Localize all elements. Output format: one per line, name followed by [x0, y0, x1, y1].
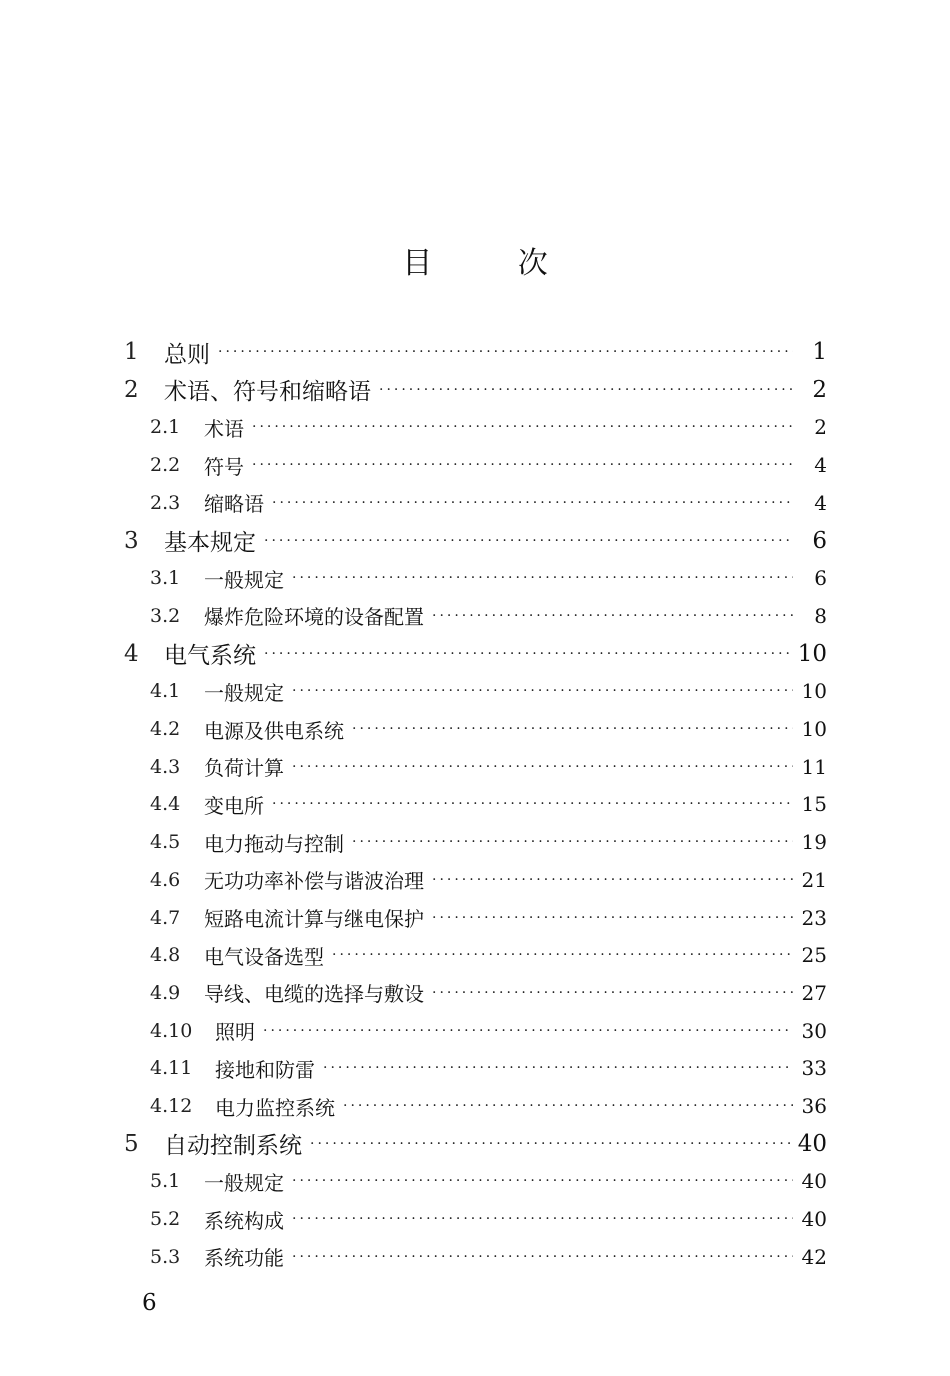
toc-entry-page: 40 — [801, 1207, 827, 1232]
toc-entry-number: 2.1 — [150, 416, 181, 439]
toc-entry-number: 4.1 — [150, 680, 181, 703]
toc-entry-label: 电气系统 — [164, 643, 256, 670]
toc-entry — [150, 936, 827, 974]
toc-entry — [150, 861, 827, 899]
toc-entry-label: 电气设备选型 — [204, 944, 324, 969]
toc-entry-label: 照明 — [215, 1020, 255, 1045]
toc-entry-page: 8 — [814, 603, 827, 628]
toc-entry — [150, 408, 827, 446]
toc-entry — [150, 1087, 827, 1125]
toc-entry-page: 4 — [814, 490, 827, 515]
toc-entry-number: 2.2 — [150, 454, 181, 477]
toc-leader-dots — [292, 1173, 793, 1189]
toc-entry-number: 5 — [124, 1130, 139, 1157]
toc-entry-page: 11 — [801, 754, 827, 779]
toc-entry-number: 4.8 — [150, 944, 181, 967]
toc-entry-number: 3.1 — [150, 567, 181, 590]
toc-leader-dots — [272, 796, 793, 812]
toc-leader-dots — [343, 1098, 793, 1114]
toc-entry — [150, 672, 827, 710]
toc-leader-dots — [332, 947, 793, 963]
toc-entry-page: 23 — [801, 905, 827, 930]
toc-entry — [150, 710, 827, 748]
toc-entry-label: 一般规定 — [204, 1170, 284, 1195]
toc-entry-number: 4.11 — [150, 1057, 193, 1080]
toc-entry-number: 5.2 — [150, 1208, 181, 1231]
toc-entry — [150, 899, 827, 937]
toc-entry-label: 电源及供电系统 — [204, 718, 344, 743]
toc-leader-dots — [310, 1136, 790, 1152]
toc-leader-dots — [264, 646, 790, 662]
toc-entry-page: 30 — [801, 1018, 827, 1043]
toc-leader-dots — [292, 683, 793, 699]
toc-entry-page: 6 — [814, 566, 827, 591]
toc-entry — [150, 748, 827, 786]
toc-entry — [150, 1200, 827, 1238]
toc-entry-label: 导线、电缆的选择与敷设 — [204, 982, 424, 1007]
toc-entry — [150, 559, 827, 597]
toc-leader-dots — [252, 419, 793, 435]
toc-entry-label: 电力拖动与控制 — [204, 831, 344, 856]
toc-leader-dots — [432, 872, 793, 888]
toc-leader-dots — [432, 910, 793, 926]
toc-entry — [124, 522, 827, 560]
toc-entry-page: 36 — [801, 1094, 827, 1118]
toc-entry — [150, 974, 827, 1012]
toc-entry-number: 4.7 — [150, 906, 181, 929]
toc-entry — [150, 1162, 827, 1200]
toc-leader-dots — [379, 382, 793, 398]
toc-leader-dots — [292, 570, 793, 586]
toc-entry — [124, 1125, 827, 1163]
toc-entry-page: 40 — [801, 1169, 827, 1194]
toc-entry-label: 术语、符号和缩略语 — [164, 379, 371, 406]
toc-entry-page: 2 — [812, 376, 827, 403]
toc-entry-number: 3 — [124, 527, 139, 554]
toc-entry-label: 总则 — [164, 341, 210, 368]
page-number: 6 — [142, 1290, 157, 1316]
toc-entry-label: 负荷计算 — [204, 756, 284, 781]
toc-leader-dots — [252, 457, 793, 473]
toc-entry-label: 短路电流计算与继电保护 — [204, 907, 424, 931]
toc-leader-dots — [323, 1060, 793, 1076]
toc-entry-number: 2.3 — [150, 491, 181, 514]
toc-leader-dots — [264, 533, 793, 549]
toc-entry-label: 系统构成 — [204, 1208, 284, 1233]
toc-entry — [150, 597, 827, 635]
toc-entry — [150, 1049, 827, 1087]
toc-entry-number: 4 — [124, 640, 139, 667]
toc-entry-label: 自动控制系统 — [164, 1133, 302, 1160]
toc-entry — [150, 1238, 827, 1276]
page-title-char-2: 次 — [517, 246, 548, 281]
toc-entry-label: 系统功能 — [204, 1246, 284, 1271]
toc-entry-page: 1 — [812, 339, 827, 365]
toc-entry-page: 4 — [814, 453, 827, 478]
toc-entry — [150, 785, 827, 823]
toc-entry-page: 10 — [801, 717, 827, 741]
toc-entry-number: 4.2 — [150, 718, 181, 740]
toc-entry-number: 4.12 — [150, 1095, 193, 1117]
toc-entry-label: 变电所 — [204, 793, 264, 818]
toc-leader-dots — [352, 834, 793, 850]
toc-entry-page: 6 — [812, 527, 827, 554]
toc-leader-dots — [263, 1023, 793, 1039]
toc-entry-page: 27 — [801, 980, 827, 1005]
toc-leader-dots — [432, 985, 793, 1001]
toc-entry-number: 5.3 — [150, 1245, 181, 1268]
toc-leader-dots — [292, 1249, 793, 1265]
toc-entry-number: 4.6 — [150, 868, 181, 891]
toc-entry-number: 4.3 — [150, 755, 181, 778]
toc-entry — [150, 446, 827, 484]
toc-entry-number: 1 — [124, 339, 139, 365]
toc-entry — [150, 1012, 827, 1050]
toc-entry-page: 42 — [801, 1244, 827, 1269]
toc-entry-label: 无功功率补偿与谐波治理 — [204, 869, 424, 894]
toc-entry-label: 术语 — [204, 416, 244, 441]
toc-entry-page: 15 — [801, 792, 827, 817]
toc-entry-number: 4.4 — [150, 793, 181, 816]
toc-entry-page: 40 — [797, 1130, 827, 1157]
toc-entry-label: 符号 — [204, 454, 244, 479]
toc-entry-number: 4.9 — [150, 981, 181, 1004]
toc-entry — [124, 371, 827, 409]
toc-entry-page: 19 — [801, 830, 827, 855]
toc-entry-page: 25 — [801, 943, 827, 968]
toc-leader-dots — [292, 1211, 793, 1227]
page-title — [0, 238, 950, 282]
toc-entry-number: 4.5 — [150, 831, 181, 854]
toc-entry — [150, 484, 827, 522]
toc-entry-label: 电力监控系统 — [215, 1095, 335, 1120]
toc-entry-label: 缩略语 — [204, 492, 264, 517]
toc-entry-page: 2 — [814, 415, 827, 440]
toc-entry-page: 21 — [801, 867, 827, 892]
toc-entry-page: 33 — [801, 1056, 827, 1081]
toc-entry-label: 爆炸危险环境的设备配置 — [204, 605, 424, 630]
toc-entry-label: 基本规定 — [164, 530, 256, 556]
toc-leader-dots — [352, 721, 793, 737]
page-title-char-1: 目 — [402, 246, 433, 281]
toc-entry-number: 2 — [124, 376, 139, 403]
toc-entry — [124, 635, 827, 673]
toc-entry — [124, 333, 827, 371]
toc-entry-number: 4.10 — [150, 1019, 193, 1042]
toc-entry-page: 10 — [801, 679, 827, 704]
toc-entry-number: 3.2 — [150, 604, 181, 627]
toc-leader-dots — [272, 495, 793, 511]
toc-entry-page: 10 — [797, 640, 827, 667]
toc-leader-dots — [432, 608, 793, 624]
toc-entry-label: 接地和防雷 — [215, 1057, 315, 1082]
toc-entry — [150, 823, 827, 861]
toc-leader-dots — [218, 344, 793, 360]
toc-entry-label: 一般规定 — [204, 680, 284, 705]
toc-entry-number: 5.1 — [150, 1170, 181, 1193]
toc-entry-label: 一般规定 — [204, 567, 284, 592]
toc-leader-dots — [292, 759, 793, 775]
